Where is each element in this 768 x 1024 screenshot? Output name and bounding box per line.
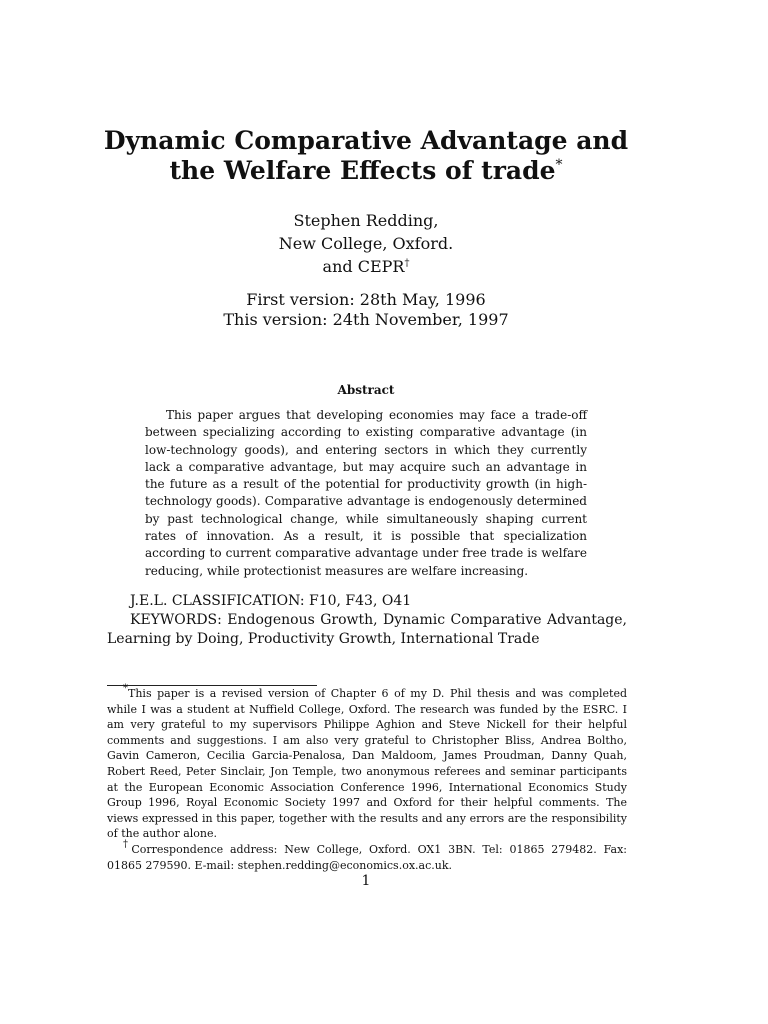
paper-title	[60, 126, 672, 186]
footnotes	[107, 683, 627, 873]
abstract-heading: Abstract	[337, 383, 395, 397]
title-line-2: the Welfare Effects of trade	[169, 156, 556, 185]
footnote-star-text: This paper is a revised version of Chapter 6 of my D. Phil thesis and was completed while I was a student at Nuffield College, Oxford. The research was funded by the ESRC. I am very grateful to my supervisors Philippe Aghion and Steve Nickell for their helpful comments and suggestions. I am also very grateful to Christopher Bliss, Andrea Boltho, Gavin Cameron, Cecilia Garcia-Penalosa, Dan Maldoom, James Proudman, Danny Quah, Robert Reed, Peter Sinclair, Jon Temple, two anonymous referees and seminar participants at the European Economic Association Conference 1996, International Economics Study Group 1996, Royal Economic Society 1997 and Oxford for their helpful comments. The views expressed in this paper, together with the results and any errors are the responsibility of the author alone.	[107, 687, 627, 841]
jel-classification: J.E.L. CLASSIFICATION: F10, F43, O41	[130, 593, 412, 609]
title-footnote-mark: *	[555, 157, 563, 173]
footnote-star-mark: *	[123, 683, 128, 694]
this-version: This version: 24th November, 1997	[223, 310, 509, 329]
classification-block	[107, 592, 627, 649]
page-number: 1	[361, 873, 371, 889]
author-footnote-mark: †	[404, 258, 410, 269]
footnote-star	[107, 683, 627, 842]
author-name: Stephen Redding,	[293, 211, 439, 230]
keywords: KEYWORDS: Endogenous Growth, Dynamic Comparative Advantage, Learning by Doing, Productivity Growth, International Trade	[107, 612, 627, 647]
first-version: First version: 28th May, 1996	[246, 290, 486, 309]
author-block	[60, 209, 672, 278]
footnote-dagger-text: Correspondence address: New College, Oxford. OX1 3BN. Tel: 01865 279482. Fax: 01865 279590. E-mail: stephen.redding@economics.ox.ac.uk.	[107, 842, 627, 872]
abstract-body: This paper argues that developing economies may face a trade-off between specializing according to existing comparative advantage (in low-technology goods), and entering sectors in which they currently lack a comparative advantage, but may acquire such an advantage in the future as a result of the potential for productivity growth (in high-technology goods). Comparative advantage is endogenously determined by past technological change, while simultaneously shaping current rates of innovation. As a result, it is possible that specialization according to current comparative advantage under free trade is welfare reducing, while protectionist measures are welfare increasing.	[145, 408, 587, 578]
footnote-dagger	[107, 838, 627, 873]
title-line-1: Dynamic Comparative Advantage and	[103, 126, 629, 155]
author-affiliation: New College, Oxford.	[278, 234, 454, 253]
footnote-dagger-mark: †	[123, 838, 132, 850]
author-cepr: and CEPR	[322, 257, 405, 276]
author-cepr-line	[60, 255, 672, 278]
version-dates	[60, 290, 672, 330]
